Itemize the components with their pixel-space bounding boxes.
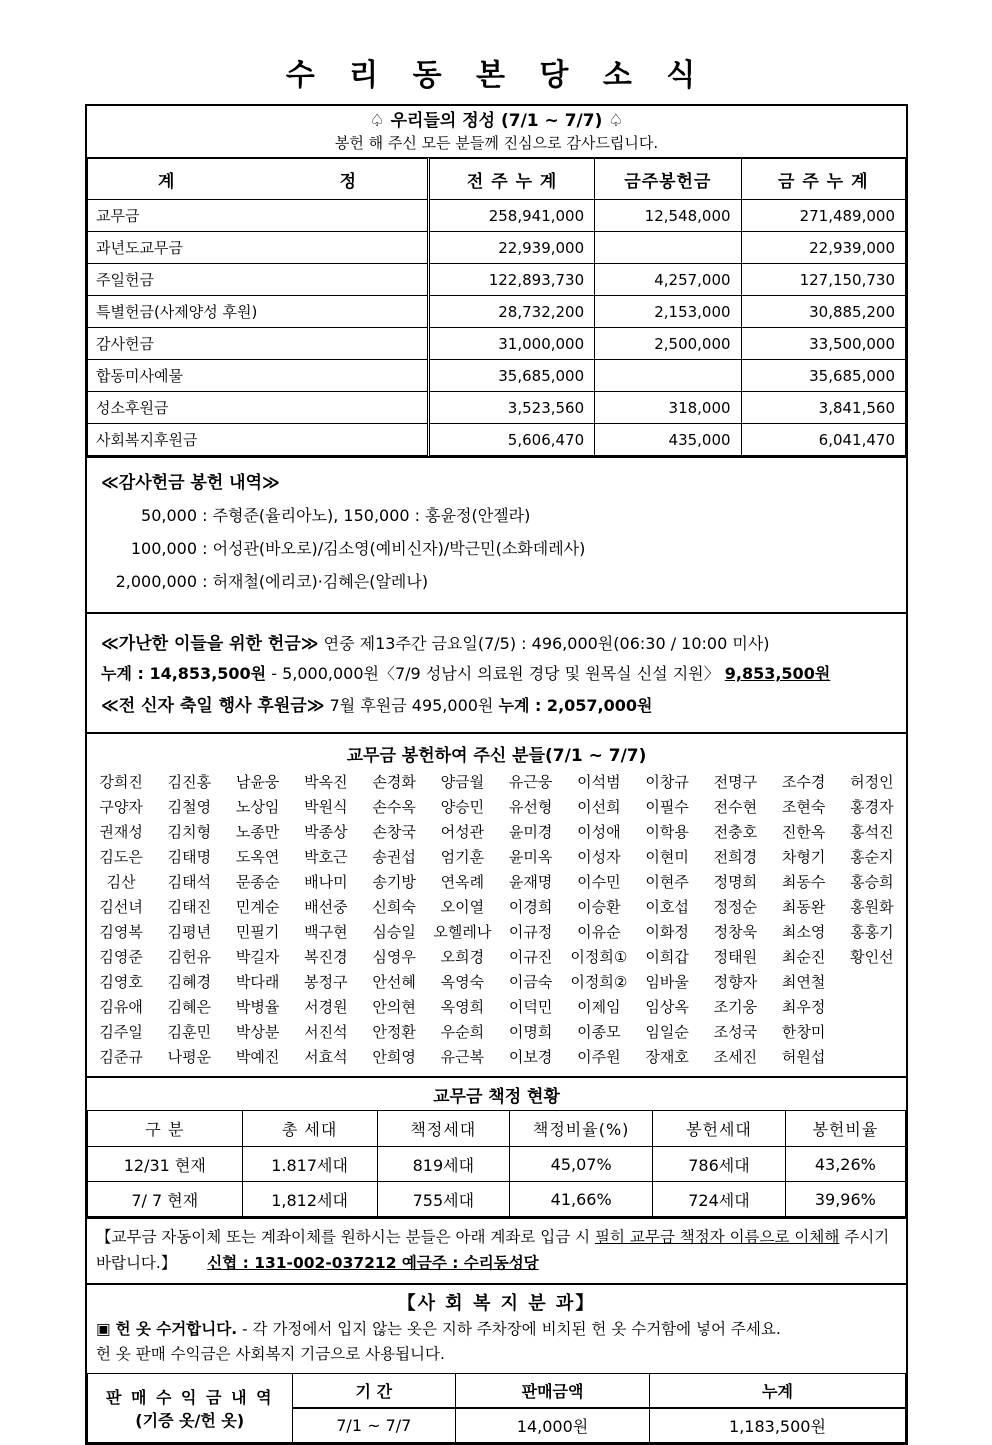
- donor-name: 안의현: [372, 998, 416, 1016]
- donor-name: 신희숙: [372, 898, 416, 916]
- donor-row: [87, 845, 906, 870]
- offering-prev-total: 22,939,000: [429, 232, 595, 264]
- assessment-title: 교무금 책정 현황: [433, 1087, 560, 1107]
- donor-name: 최순진: [781, 948, 826, 966]
- donor-name: 한창미: [781, 1023, 826, 1041]
- assessment-col-header: 봉헌세대: [653, 1111, 786, 1147]
- offering-summary-section: [85, 104, 908, 458]
- donor-name: 옥영숙: [440, 973, 485, 991]
- donors-table: [87, 770, 906, 1070]
- donor-name: [838, 1045, 906, 1070]
- donor-name: 이희갑: [645, 948, 689, 966]
- donor-row: [87, 770, 906, 795]
- donor-name: 오헬레나: [433, 923, 492, 941]
- donor-name: 황인선: [850, 948, 894, 966]
- donor-name: 조세진: [713, 1048, 758, 1066]
- assessment-value: 819세대: [377, 1147, 510, 1182]
- assessment-col-header: 책정세대: [377, 1111, 510, 1147]
- offering-new-total: 6,041,470: [741, 424, 905, 456]
- donor-name: 정명희: [713, 873, 758, 891]
- donor-name: 이보경: [508, 1048, 553, 1066]
- donor-name: 차형기: [781, 848, 826, 866]
- sales-label-line1: 판 매 수 익 금 내 역: [105, 1388, 274, 1407]
- donor-name: 이금숙: [508, 973, 553, 991]
- donor-name: 조현숙: [781, 798, 826, 816]
- donor-name: 심영우: [372, 948, 416, 966]
- donor-name: 문종순: [235, 873, 280, 891]
- donor-name: 조성국: [713, 1023, 758, 1041]
- donor-name: 이주원: [577, 1048, 621, 1066]
- thanks-detail-line: [101, 569, 892, 592]
- donor-name: 김도은: [99, 848, 143, 866]
- donor-name: 김영호: [99, 973, 143, 991]
- donor-name: 최소영: [781, 923, 826, 941]
- offering-row: [88, 392, 906, 424]
- offering-category: 과년도교무금: [88, 232, 429, 264]
- poor-fund-balance: 9,853,500원: [724, 664, 831, 683]
- assessment-value: 45,07%: [510, 1147, 653, 1182]
- donor-name: 이승환: [577, 898, 621, 916]
- thanks-amount: 50,000: [141, 506, 197, 525]
- transfer-notice-text-2: 주시기 바랍니다.】: [96, 1228, 890, 1272]
- assessment-value: 39,96%: [785, 1182, 905, 1217]
- donor-name: 김혜은: [167, 998, 212, 1016]
- welfare-title: 【사 회 복 지 분 과】: [397, 1293, 596, 1314]
- donor-name: 서진석: [304, 1023, 348, 1041]
- offering-prev-total: 258,941,000: [429, 200, 595, 232]
- welfare-line1: - 각 가정에서 입지 않는 옷은 지하 주차장에 비치된 헌 옷 수거함에 넣어 주세요.: [242, 1320, 781, 1338]
- offering-new-total: 22,939,000: [741, 232, 905, 264]
- offering-category: 주일헌금: [88, 264, 429, 296]
- transfer-account-number: 신협 : 131-002-037212 예금주 : 수리동성당: [207, 1254, 539, 1272]
- donor-name: 도옥연: [235, 848, 280, 866]
- donor-name: 조수경: [781, 773, 826, 791]
- donor-name: 정정순: [713, 898, 758, 916]
- assessment-value: 1,812세대: [242, 1182, 377, 1217]
- offering-prev-total: 31,000,000: [429, 328, 595, 360]
- sales-period: 7/1 ~ 7/7: [292, 1408, 456, 1443]
- square-bullet-icon: ▣: [96, 1320, 111, 1338]
- offering-col-this-week: 금주봉헌금: [595, 159, 741, 200]
- donor-name: 김진홍: [167, 773, 212, 791]
- donor-name: 양승민: [440, 798, 485, 816]
- donor-name: 김유애: [99, 998, 143, 1016]
- donor-name: 복진경: [304, 948, 348, 966]
- assessment-value: 755세대: [377, 1182, 510, 1217]
- offering-prev-total: 122,893,730: [429, 264, 595, 296]
- donor-name: 조기웅: [713, 998, 758, 1016]
- donor-name: 박종상: [304, 823, 348, 841]
- donor-name: 진한옥: [781, 823, 826, 841]
- sales-cumulative: 1,183,500원: [649, 1408, 905, 1443]
- donor-name: 이유순: [577, 923, 621, 941]
- donor-name: 최우정: [781, 998, 826, 1016]
- thanks-names: : 허재철(에리코)·김혜은(알레나): [197, 572, 429, 591]
- donor-name: 홍순지: [850, 848, 894, 866]
- offering-col-prev-total: 전 주 누 계: [429, 159, 595, 200]
- donor-name: 강희진: [99, 773, 143, 791]
- offering-category: 교무금: [88, 200, 429, 232]
- donor-row: [87, 920, 906, 945]
- offering-week-amount: 318,000: [595, 392, 741, 424]
- assessment-value: 724세대: [653, 1182, 786, 1217]
- donor-name: 김영복: [99, 923, 143, 941]
- offering-prev-total: 5,606,470: [429, 424, 595, 456]
- offering-new-total: 35,685,000: [741, 360, 905, 392]
- donor-name: 전명구: [713, 773, 758, 791]
- donor-name: 홍원화: [850, 898, 894, 916]
- donor-name: 이현주: [645, 873, 689, 891]
- donors-title: 교무금 봉헌하여 주신 분들(7/1 ~ 7/7): [346, 746, 647, 766]
- donor-name: 임일순: [645, 1023, 689, 1041]
- poor-fund-line: [101, 629, 892, 654]
- donor-name: 최동완: [781, 898, 826, 916]
- donors-section: [85, 732, 908, 1078]
- assessment-col-header: 책정비율(%): [510, 1111, 653, 1147]
- donor-name: 임상옥: [645, 998, 689, 1016]
- feast-fund-cumulative: 누계 : 2,057,000원: [498, 696, 653, 715]
- assessment-row: [88, 1147, 906, 1182]
- donor-name: 김헌유: [167, 948, 212, 966]
- donor-name: 장재호: [645, 1048, 689, 1066]
- donor-name: 봉정구: [304, 973, 348, 991]
- feast-fund-desc: 7월 후원금 495,000원: [329, 696, 494, 715]
- offering-col-new-total: 금 주 누 계: [741, 159, 905, 200]
- donor-name: 정태원: [713, 948, 758, 966]
- offering-new-total: 127,150,730: [741, 264, 905, 296]
- donor-name: 손수옥: [372, 798, 416, 816]
- thanks-detail-title: ≪감사헌금 봉헌 내역≫: [101, 473, 280, 493]
- donor-name: 이덕민: [508, 998, 553, 1016]
- donor-name: 연옥례: [440, 873, 485, 891]
- donor-name: 송권섭: [372, 848, 416, 866]
- donor-name: 김치형: [167, 823, 212, 841]
- offering-category: 사회복지후원금: [88, 424, 429, 456]
- donor-name: [838, 1020, 906, 1045]
- donor-name: 전수현: [713, 798, 758, 816]
- assessment-table: [87, 1110, 906, 1217]
- thanks-detail-section: [85, 456, 908, 614]
- thanks-names: : 어성관(바오로)/김소영(예비신자)/박근민(소화데레사): [197, 539, 586, 558]
- donor-name: 박길자: [235, 948, 280, 966]
- donor-name: 양금월: [440, 773, 485, 791]
- donor-name: 안정환: [372, 1023, 416, 1041]
- donor-row: [87, 995, 906, 1020]
- thanks-detail-line: [101, 503, 892, 526]
- donor-name: 서경원: [304, 998, 348, 1016]
- donor-name: 임바울: [645, 973, 689, 991]
- transfer-notice-underline: 필히 교무금 책정자 이름으로 이체해: [595, 1228, 840, 1246]
- donor-name: 옥영희: [440, 998, 485, 1016]
- offering-new-total: 33,500,000: [741, 328, 905, 360]
- offering-week-amount: 4,257,000: [595, 264, 741, 296]
- donor-name: 이필수: [645, 798, 689, 816]
- offering-new-total: 271,489,000: [741, 200, 905, 232]
- donor-row: [87, 1020, 906, 1045]
- donor-name: 이화정: [645, 923, 689, 941]
- donor-name: 배나미: [304, 873, 348, 891]
- transfer-notice-section: [85, 1217, 908, 1285]
- donor-name: 노상임: [235, 798, 280, 816]
- sales-col-period: 기 간: [292, 1374, 456, 1409]
- donor-name: 이학용: [645, 823, 689, 841]
- thanks-detail-line: [101, 536, 892, 559]
- donor-name: 전희경: [713, 848, 758, 866]
- assessment-col-header: 구 분: [88, 1111, 243, 1147]
- offering-new-total: 30,885,200: [741, 296, 905, 328]
- thanks-amount: 2,000,000: [115, 572, 197, 591]
- offering-table: [87, 158, 906, 456]
- donor-name: 김태진: [167, 898, 212, 916]
- offering-row: [88, 328, 906, 360]
- donor-name: 이명희: [508, 1023, 553, 1041]
- donor-name: 안희영: [372, 1048, 416, 1066]
- donor-name: 정창욱: [713, 923, 758, 941]
- donor-name: 박다래: [235, 973, 280, 991]
- donor-name: 이정희①: [570, 948, 628, 966]
- donor-name: 홍석진: [850, 823, 894, 841]
- donor-name: 홍경자: [850, 798, 894, 816]
- donor-name: 허원섭: [781, 1048, 826, 1066]
- donor-name: 이석범: [577, 773, 621, 791]
- donor-name: 김산: [106, 873, 136, 891]
- donor-name: 손경화: [372, 773, 416, 791]
- donor-name: 이성애: [577, 823, 621, 841]
- sales-row-label: [88, 1374, 293, 1443]
- donor-name: 김철영: [167, 798, 212, 816]
- donor-row: [87, 820, 906, 845]
- offering-prev-total: 35,685,000: [429, 360, 595, 392]
- donor-name: 이정희②: [570, 973, 628, 991]
- donor-row: [87, 795, 906, 820]
- donor-name: 김혜경: [167, 973, 212, 991]
- donor-name: 허정인: [850, 773, 894, 791]
- offering-row: [88, 232, 906, 264]
- donor-name: 나평운: [167, 1048, 212, 1066]
- welfare-line2: 헌 옷 판매 수익금은 사회복지 기금으로 사용됩니다.: [96, 1345, 445, 1363]
- donor-name: 이규정: [508, 923, 553, 941]
- donor-name: 민계순: [235, 898, 280, 916]
- offering-category: 특별헌금(사제양성 후원): [88, 296, 429, 328]
- offering-week-amount: [595, 360, 741, 392]
- welfare-text: [87, 1317, 906, 1373]
- offering-row: [88, 360, 906, 392]
- donor-name: 남윤웅: [235, 773, 280, 791]
- donor-name: 권재성: [99, 823, 143, 841]
- donor-name: 김선녀: [99, 898, 143, 916]
- donor-name: 박예진: [235, 1048, 280, 1066]
- donor-name: 엄기훈: [440, 848, 485, 866]
- donor-name: 윤재명: [508, 873, 553, 891]
- donor-name: 김태명: [167, 848, 212, 866]
- assessment-value: 41,66%: [510, 1182, 653, 1217]
- assessment-row: [88, 1182, 906, 1217]
- offering-header-subtitle: 봉헌 해 주신 모든 분들께 진심으로 감사드립니다.: [334, 134, 659, 152]
- donor-name: 어성관: [440, 823, 485, 841]
- donor-name: 윤미경: [508, 823, 553, 841]
- donor-name: [838, 995, 906, 1020]
- donor-name: 김평년: [167, 923, 212, 941]
- donor-name: 이제임: [577, 998, 621, 1016]
- donor-name: 심승일: [372, 923, 416, 941]
- donor-row: [87, 895, 906, 920]
- assessment-header-row: [88, 1111, 906, 1147]
- assessment-value: 12/31 현재: [88, 1147, 243, 1182]
- offering-prev-total: 3,523,560: [429, 392, 595, 424]
- sales-label-line2: (기증 옷/헌 옷): [135, 1411, 245, 1430]
- donor-row: [87, 870, 906, 895]
- offering-col-jeong: 정: [339, 171, 358, 192]
- donor-name: 구양자: [99, 798, 143, 816]
- donor-name: 이성자: [577, 848, 621, 866]
- assessment-value: 7/ 7 현재: [88, 1182, 243, 1217]
- donor-name: 정향자: [713, 973, 758, 991]
- offering-row: [88, 296, 906, 328]
- offering-category: 성소후원금: [88, 392, 429, 424]
- sales-col-amount: 판매금액: [456, 1374, 650, 1409]
- transfer-notice-text: 【교무금 자동이체 또는 계좌이체를 원하시는 분들은 아래 계좌로 입금 시: [96, 1228, 591, 1246]
- funds-section: [85, 612, 908, 734]
- donor-name: 박원식: [304, 798, 348, 816]
- donor-row: [87, 970, 906, 995]
- thanks-names: : 주형준(율리아노), 150,000 : 홍윤정(안젤라): [197, 506, 531, 525]
- donor-name: 노종만: [235, 823, 280, 841]
- welfare-section: [85, 1283, 908, 1445]
- donor-name: 최연철: [781, 973, 826, 991]
- offering-week-amount: 2,500,000: [595, 328, 741, 360]
- sales-col-cumulative: 누계: [649, 1374, 905, 1409]
- donor-name: 박옥진: [304, 773, 348, 791]
- donor-row: [87, 1045, 906, 1070]
- offering-row: [88, 200, 906, 232]
- poor-fund-title: ≪가난한 이들을 위한 헌금≫: [101, 634, 319, 654]
- poor-fund-deduction: - 5,000,000원〈7/9 성남시 의료원 경당 및 원목실 신설 지원〉: [271, 664, 720, 683]
- donor-name: 전충호: [713, 823, 758, 841]
- donor-name: 박상분: [235, 1023, 280, 1041]
- offering-category: 감사헌금: [88, 328, 429, 360]
- donor-name: 김태석: [167, 873, 212, 891]
- donor-name: 홍승희: [850, 873, 894, 891]
- offering-header-row: [88, 159, 906, 200]
- feast-fund-title: ≪전 신자 축일 행사 후원금≫: [101, 696, 325, 716]
- poor-fund-cumulative-line: [101, 661, 892, 684]
- welfare-lead: 헌 옷 수거합니다.: [115, 1320, 238, 1338]
- donor-name: 박병율: [235, 998, 280, 1016]
- donor-name: 송기방: [372, 873, 416, 891]
- donor-name: 백구현: [304, 923, 348, 941]
- sales-table: [87, 1373, 906, 1443]
- donor-name: 안선혜: [372, 973, 416, 991]
- assessment-col-header: 총 세대: [242, 1111, 377, 1147]
- donor-name: 배선중: [304, 898, 348, 916]
- feast-fund-line: [101, 691, 892, 716]
- offering-header-title: ♤ 우리들의 정성 (7/1 ~ 7/7) ♤: [369, 111, 624, 131]
- donor-name: 이규진: [508, 948, 553, 966]
- donor-name: 유근웅: [508, 773, 553, 791]
- donor-name: 우순희: [440, 1023, 485, 1041]
- donor-name: 유선형: [508, 798, 553, 816]
- donor-name: 박호근: [304, 848, 348, 866]
- donor-name: 김준규: [99, 1048, 143, 1066]
- assessment-col-header: 봉헌비율: [785, 1111, 905, 1147]
- offering-row: [88, 264, 906, 296]
- donor-name: 오이열: [440, 898, 485, 916]
- page-title: 수 리 동 본 당 소 식: [285, 58, 708, 93]
- donor-name: 오희경: [440, 948, 485, 966]
- donor-name: 김영준: [99, 948, 143, 966]
- offering-section-header: [87, 106, 906, 158]
- donor-name: 김주일: [99, 1023, 143, 1041]
- thanks-amount: 100,000: [130, 539, 197, 558]
- donor-name: 이선희: [577, 798, 621, 816]
- assessment-value: 43,26%: [785, 1147, 905, 1182]
- donor-row: [87, 945, 906, 970]
- offering-category: 합동미사예물: [88, 360, 429, 392]
- assessment-section: [85, 1076, 908, 1219]
- poor-fund-desc: 연중 제13주간 금요일(7/5) : 496,000원(06:30 / 10:00 미사): [323, 634, 770, 653]
- assessment-value: 786세대: [653, 1147, 786, 1182]
- donor-name: [838, 970, 906, 995]
- donor-name: 이경희: [508, 898, 553, 916]
- donor-name: 이호섭: [645, 898, 689, 916]
- donor-name: 이현미: [645, 848, 689, 866]
- donor-name: 손창국: [372, 823, 416, 841]
- donor-name: 홍홍기: [850, 923, 894, 941]
- offering-week-amount: 12,548,000: [595, 200, 741, 232]
- donor-name: 서효석: [304, 1048, 348, 1066]
- poor-fund-cumulative: 누계 : 14,853,500원: [101, 664, 267, 683]
- donor-name: 이창규: [645, 773, 689, 791]
- sales-amount: 14,000원: [456, 1408, 650, 1443]
- offering-week-amount: 2,153,000: [595, 296, 741, 328]
- offering-new-total: 3,841,560: [741, 392, 905, 424]
- offering-week-amount: [595, 232, 741, 264]
- donor-name: 이종모: [577, 1023, 621, 1041]
- offering-row: [88, 424, 906, 456]
- donor-name: 최동수: [781, 873, 826, 891]
- offering-col-category: [88, 159, 429, 200]
- offering-week-amount: 435,000: [595, 424, 741, 456]
- assessment-value: 1.817세대: [242, 1147, 377, 1182]
- donor-name: 이수민: [577, 873, 621, 891]
- donor-name: 윤미옥: [508, 848, 553, 866]
- donor-name: 유근복: [440, 1048, 485, 1066]
- offering-col-gye: 계: [158, 171, 176, 192]
- offering-prev-total: 28,732,200: [429, 296, 595, 328]
- donor-name: 김훈민: [167, 1023, 212, 1041]
- donor-name: 민필기: [235, 923, 280, 941]
